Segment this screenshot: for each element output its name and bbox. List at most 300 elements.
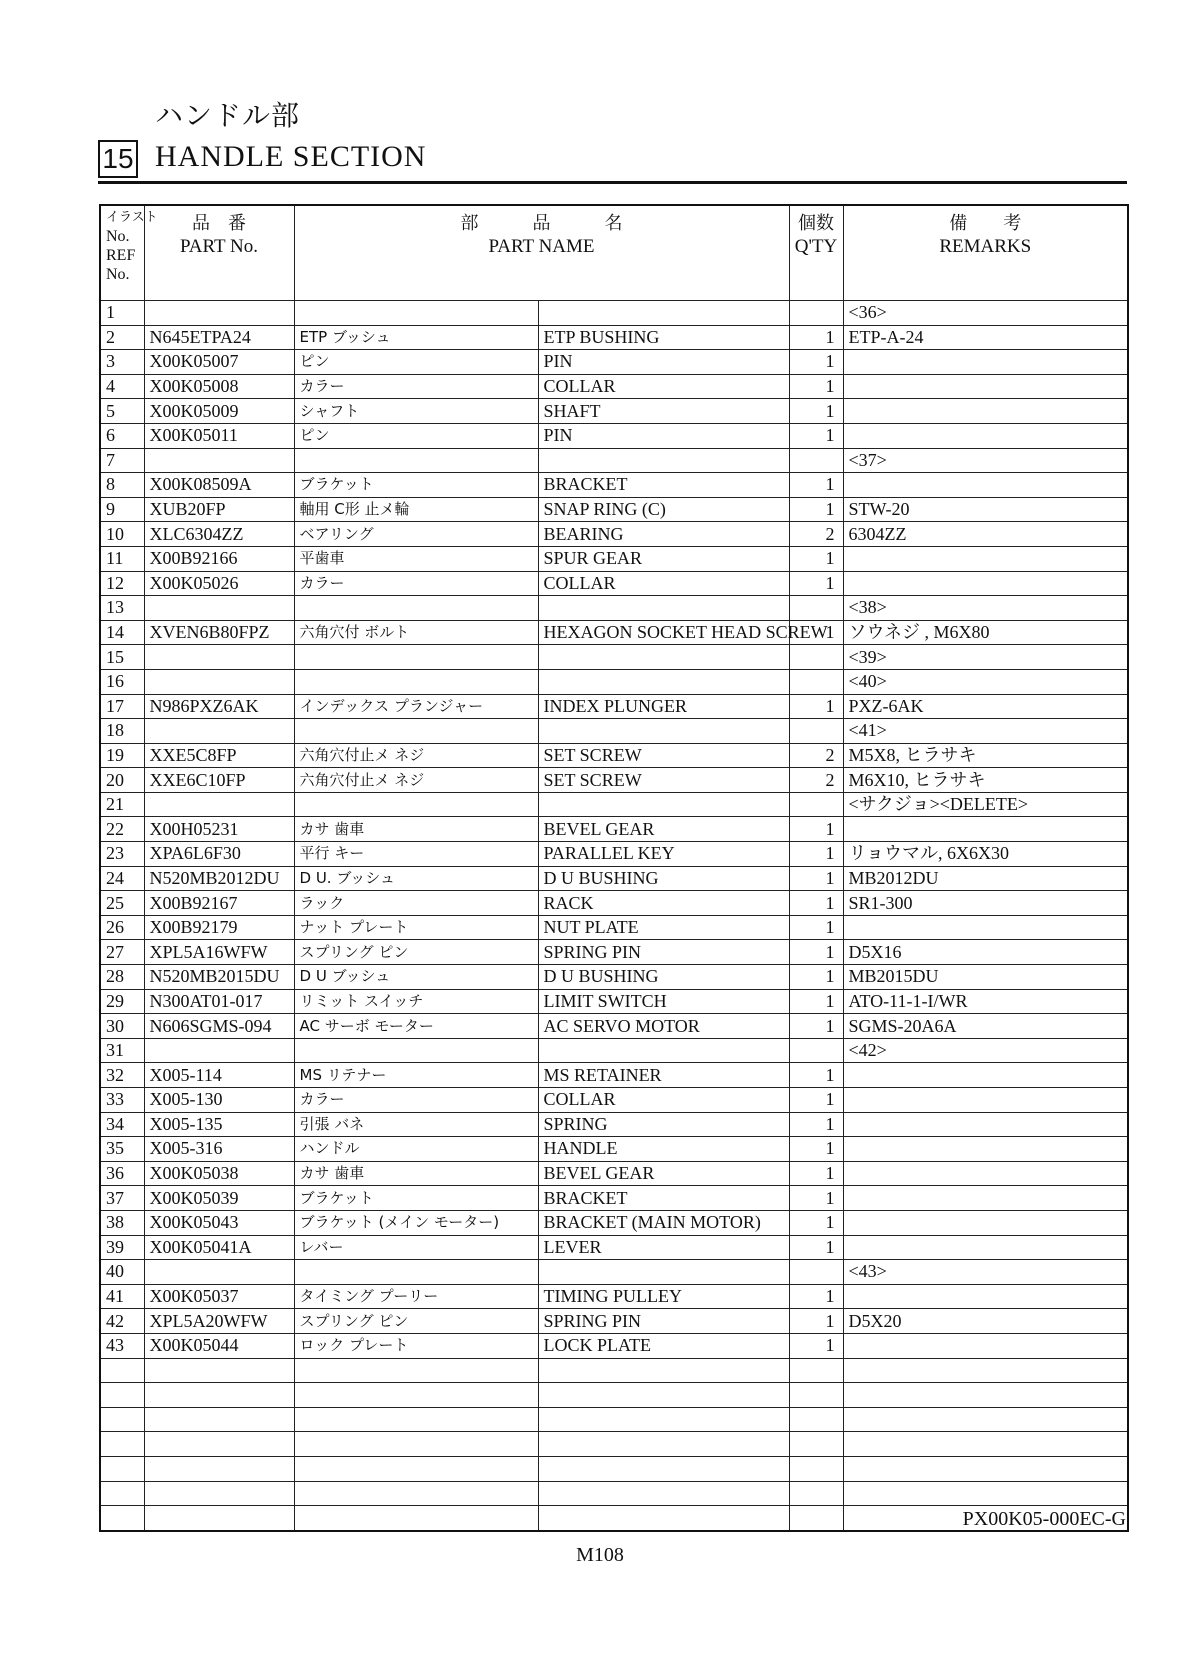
empty-cell: [144, 1432, 294, 1457]
cell-ref: 19: [100, 743, 144, 768]
cell-ref: 41: [100, 1284, 144, 1309]
cell-ref: 36: [100, 1161, 144, 1186]
header-qty: [789, 205, 843, 301]
cell-ref: 3: [100, 350, 144, 375]
cell-remarks: <41>: [843, 719, 1128, 744]
cell-remarks: [843, 1235, 1128, 1260]
cell-remarks: D5X20: [843, 1309, 1128, 1334]
cell-ref: 18: [100, 719, 144, 744]
cell-ref: 7: [100, 448, 144, 473]
cell-qty: 1: [789, 694, 843, 719]
cell-part-no: X00H05231: [144, 817, 294, 842]
table-row: [100, 374, 1128, 399]
empty-cell: [789, 1383, 843, 1408]
cell-qty: [789, 1038, 843, 1063]
cell-name-en: PIN: [538, 350, 789, 375]
table-row: [100, 1063, 1128, 1088]
cell-part-no: N300AT01-017: [144, 989, 294, 1014]
cell-qty: 1: [789, 1309, 843, 1334]
cell-qty: 1: [789, 842, 843, 867]
table-row: [100, 817, 1128, 842]
cell-name-en: BEARING: [538, 522, 789, 547]
cell-remarks: [843, 915, 1128, 940]
empty-cell: [144, 1506, 294, 1531]
cell-name-jp: シャフト: [294, 399, 538, 424]
cell-name-en: [538, 669, 789, 694]
cell-ref: 42: [100, 1309, 144, 1334]
table-row: [100, 940, 1128, 965]
cell-qty: 1: [789, 423, 843, 448]
cell-name-en: BRACKET (MAIN MOTOR): [538, 1210, 789, 1235]
cell-qty: [789, 719, 843, 744]
cell-ref: 21: [100, 792, 144, 817]
cell-name-jp: ブラケット: [294, 473, 538, 498]
cell-remarks: [843, 1284, 1128, 1309]
empty-cell: [144, 1456, 294, 1481]
cell-ref: 28: [100, 965, 144, 990]
cell-name-jp: [294, 1038, 538, 1063]
cell-remarks: SGMS-20A6A: [843, 1014, 1128, 1039]
cell-ref: 20: [100, 768, 144, 793]
cell-remarks: [843, 1088, 1128, 1113]
cell-name-jp: ナット プレート: [294, 915, 538, 940]
empty-cell: [100, 1407, 144, 1432]
cell-ref: 11: [100, 546, 144, 571]
cell-name-en: TIMING PULLEY: [538, 1284, 789, 1309]
cell-part-no: N986PXZ6AK: [144, 694, 294, 719]
cell-remarks: [843, 546, 1128, 571]
header-ref: [100, 205, 158, 301]
section-title-jp: ハンドル部: [155, 100, 301, 131]
table-row: [100, 1112, 1128, 1137]
header-part-no-en: PART No.: [179, 236, 259, 257]
cell-part-no: X005-114: [144, 1063, 294, 1088]
cell-remarks: <39>: [843, 645, 1128, 670]
table-row: [100, 645, 1128, 670]
cell-part-no: N606SGMS-094: [144, 1014, 294, 1039]
cell-name-jp: [294, 301, 538, 326]
cell-ref: 12: [100, 571, 144, 596]
cell-part-no: XXE6C10FP: [144, 768, 294, 793]
cell-remarks: [843, 399, 1128, 424]
header-remarks-jp: 備 考: [949, 213, 1022, 234]
cell-name-jp: AC サーボ モーター: [294, 1014, 538, 1039]
cell-remarks: <38>: [843, 596, 1128, 621]
cell-part-no: X00K05026: [144, 571, 294, 596]
empty-cell: [538, 1506, 789, 1531]
section-number: 15: [102, 143, 134, 174]
table-header-row: [100, 205, 1128, 301]
cell-qty: [789, 448, 843, 473]
cell-name-en: [538, 1260, 789, 1285]
empty-cell: [100, 1358, 144, 1383]
cell-name-jp: 平行 キー: [294, 842, 538, 867]
cell-name-en: SET SCREW: [538, 743, 789, 768]
cell-part-no: N645ETPA24: [144, 325, 294, 350]
table-row: [100, 669, 1128, 694]
empty-cell: [144, 1383, 294, 1408]
cell-part-no: X00K05043: [144, 1210, 294, 1235]
cell-part-no: XLC6304ZZ: [144, 522, 294, 547]
cell-qty: 1: [789, 940, 843, 965]
cell-part-no: N520MB2012DU: [144, 866, 294, 891]
header-part-no: [144, 205, 294, 301]
cell-name-en: D U BUSHING: [538, 965, 789, 990]
table-row: [100, 1235, 1128, 1260]
header-qty-jp: 個数: [798, 213, 834, 234]
table-row: [100, 1038, 1128, 1063]
table-row: [100, 743, 1128, 768]
cell-remarks: [843, 817, 1128, 842]
cell-part-no: X00B92167: [144, 891, 294, 916]
header-part-no-jp: 品 番: [192, 213, 246, 234]
cell-remarks: [843, 374, 1128, 399]
table-row: [100, 399, 1128, 424]
table-row: [100, 891, 1128, 916]
cell-qty: 1: [789, 473, 843, 498]
empty-cell: [843, 1383, 1128, 1408]
empty-cell: [294, 1456, 538, 1481]
cell-ref: 34: [100, 1112, 144, 1137]
header-ref-line3: No.: [106, 266, 130, 283]
cell-ref: 27: [100, 940, 144, 965]
cell-part-no: [144, 301, 294, 326]
cell-name-jp: カラー: [294, 571, 538, 596]
empty-cell: [789, 1358, 843, 1383]
cell-name-en: [538, 792, 789, 817]
cell-qty: 1: [789, 325, 843, 350]
table-row: [100, 571, 1128, 596]
cell-remarks: <42>: [843, 1038, 1128, 1063]
table-row: [100, 423, 1128, 448]
cell-qty: 1: [789, 891, 843, 916]
cell-name-en: INDEX PLUNGER: [538, 694, 789, 719]
cell-remarks: D5X16: [843, 940, 1128, 965]
cell-name-en: BRACKET: [538, 1186, 789, 1211]
cell-name-jp: D U ブッシュ: [294, 965, 538, 990]
cell-part-no: [144, 719, 294, 744]
cell-name-en: COLLAR: [538, 571, 789, 596]
cell-name-jp: カサ 歯車: [294, 817, 538, 842]
cell-part-no: X00K05038: [144, 1161, 294, 1186]
cell-qty: 1: [789, 1137, 843, 1162]
empty-cell: [843, 1407, 1128, 1432]
cell-ref: 31: [100, 1038, 144, 1063]
table-row-empty: [100, 1407, 1128, 1432]
cell-qty: 1: [789, 1112, 843, 1137]
cell-name-jp: ラック: [294, 891, 538, 916]
cell-remarks: [843, 1210, 1128, 1235]
cell-ref: 37: [100, 1186, 144, 1211]
cell-part-no: X00K05009: [144, 399, 294, 424]
cell-ref: 16: [100, 669, 144, 694]
cell-name-en: PIN: [538, 423, 789, 448]
table-row: [100, 792, 1128, 817]
cell-name-en: BRACKET: [538, 473, 789, 498]
parts-table-body: [100, 301, 1128, 1531]
cell-part-no: [144, 596, 294, 621]
cell-qty: 1: [789, 546, 843, 571]
cell-qty: 1: [789, 399, 843, 424]
cell-name-en: [538, 596, 789, 621]
cell-remarks: [843, 423, 1128, 448]
cell-name-en: HEXAGON SOCKET HEAD SCREW: [538, 620, 789, 645]
cell-ref: 10: [100, 522, 144, 547]
cell-qty: 1: [789, 1333, 843, 1358]
table-row: [100, 1333, 1128, 1358]
table-row: [100, 1284, 1128, 1309]
cell-qty: 1: [789, 1063, 843, 1088]
cell-qty: 1: [789, 1161, 843, 1186]
cell-name-en: COLLAR: [538, 374, 789, 399]
cell-name-en: NUT PLATE: [538, 915, 789, 940]
cell-part-no: X00K05008: [144, 374, 294, 399]
cell-name-en: LIMIT SWITCH: [538, 989, 789, 1014]
table-row: [100, 866, 1128, 891]
cell-qty: 1: [789, 965, 843, 990]
table-row: [100, 1186, 1128, 1211]
table-row-empty: [100, 1383, 1128, 1408]
table-row: [100, 1014, 1128, 1039]
cell-name-jp: ベアリング: [294, 522, 538, 547]
table-row: [100, 915, 1128, 940]
cell-qty: 1: [789, 1235, 843, 1260]
cell-qty: [789, 301, 843, 326]
cell-ref: 13: [100, 596, 144, 621]
cell-name-en: [538, 1038, 789, 1063]
cell-ref: 2: [100, 325, 144, 350]
table-row-empty: [100, 1456, 1128, 1481]
cell-name-en: SPRING PIN: [538, 940, 789, 965]
cell-part-no: XVEN6B80FPZ: [144, 620, 294, 645]
empty-cell: [100, 1456, 144, 1481]
cell-ref: 6: [100, 423, 144, 448]
cell-ref: 14: [100, 620, 144, 645]
cell-name-jp: インデックス プランジャー: [294, 694, 538, 719]
cell-name-en: RACK: [538, 891, 789, 916]
cell-qty: 1: [789, 620, 843, 645]
empty-cell: [538, 1481, 789, 1506]
cell-ref: 30: [100, 1014, 144, 1039]
cell-ref: 8: [100, 473, 144, 498]
cell-name-jp: 引張 バネ: [294, 1112, 538, 1137]
cell-part-no: X00B92179: [144, 915, 294, 940]
cell-ref: 23: [100, 842, 144, 867]
table-row: [100, 1309, 1128, 1334]
table-row: [100, 1088, 1128, 1113]
cell-name-en: SNAP RING (C): [538, 497, 789, 522]
page-number: M108: [576, 1544, 624, 1566]
cell-name-en: COLLAR: [538, 1088, 789, 1113]
cell-qty: 1: [789, 1210, 843, 1235]
table-row: [100, 546, 1128, 571]
cell-ref: 32: [100, 1063, 144, 1088]
cell-name-jp: [294, 669, 538, 694]
cell-qty: 1: [789, 915, 843, 940]
cell-name-en: LEVER: [538, 1235, 789, 1260]
cell-name-jp: ピン: [294, 423, 538, 448]
cell-remarks: [843, 1112, 1128, 1137]
table-row: [100, 842, 1128, 867]
header-ref-line2: REF: [106, 247, 136, 264]
cell-qty: 1: [789, 374, 843, 399]
empty-cell: [294, 1481, 538, 1506]
table-row: [100, 1260, 1128, 1285]
cell-part-no: [144, 792, 294, 817]
cell-ref: 33: [100, 1088, 144, 1113]
cell-name-en: D U BUSHING: [538, 866, 789, 891]
cell-remarks: PXZ-6AK: [843, 694, 1128, 719]
table-row: [100, 522, 1128, 547]
cell-ref: 9: [100, 497, 144, 522]
title-rule: [98, 181, 1127, 184]
table-row: [100, 719, 1128, 744]
cell-remarks: リョウマル, 6X6X30: [843, 842, 1128, 867]
cell-qty: [789, 596, 843, 621]
section-title: HANDLE SECTION: [155, 140, 427, 173]
cell-remarks: ATO-11-1-I/WR: [843, 989, 1128, 1014]
empty-cell: [538, 1456, 789, 1481]
cell-remarks: <サクジョ><DELETE>: [843, 792, 1128, 817]
table-row: [100, 596, 1128, 621]
cell-name-jp: MS リテナー: [294, 1063, 538, 1088]
cell-ref: 22: [100, 817, 144, 842]
cell-ref: 5: [100, 399, 144, 424]
cell-name-jp: カラー: [294, 374, 538, 399]
parts-table: [99, 204, 1129, 1532]
cell-remarks: M6X10, ヒラサキ: [843, 768, 1128, 793]
header-remarks-en: REMARKS: [939, 236, 1032, 257]
cell-name-jp: ハンドル: [294, 1137, 538, 1162]
empty-cell: [144, 1481, 294, 1506]
cell-ref: 29: [100, 989, 144, 1014]
cell-qty: 1: [789, 817, 843, 842]
cell-qty: [789, 792, 843, 817]
cell-remarks: SR1-300: [843, 891, 1128, 916]
cell-name-jp: 軸用 C形 止メ輪: [294, 497, 538, 522]
cell-remarks: MB2015DU: [843, 965, 1128, 990]
cell-qty: [789, 669, 843, 694]
cell-part-no: X00K05037: [144, 1284, 294, 1309]
cell-name-jp: ピン: [294, 350, 538, 375]
cell-part-no: X005-316: [144, 1137, 294, 1162]
cell-ref: 39: [100, 1235, 144, 1260]
cell-part-no: XPA6L6F30: [144, 842, 294, 867]
cell-name-en: ETP BUSHING: [538, 325, 789, 350]
cell-name-jp: カサ 歯車: [294, 1161, 538, 1186]
empty-cell: [789, 1407, 843, 1432]
empty-cell: [100, 1432, 144, 1457]
table-row: [100, 965, 1128, 990]
section-number-box: [98, 140, 138, 178]
empty-cell: [294, 1358, 538, 1383]
cell-part-no: X00K05007: [144, 350, 294, 375]
cell-remarks: [843, 1063, 1128, 1088]
header-part-name: [294, 205, 789, 301]
cell-name-jp: 平歯車: [294, 546, 538, 571]
cell-part-no: X005-130: [144, 1088, 294, 1113]
cell-name-jp: タイミング プーリー: [294, 1284, 538, 1309]
cell-part-no: X00K05041A: [144, 1235, 294, 1260]
table-row: [100, 620, 1128, 645]
cell-part-no: [144, 669, 294, 694]
empty-cell: [294, 1506, 538, 1531]
cell-ref: 40: [100, 1260, 144, 1285]
header-qty-en: Q'TY: [794, 236, 838, 257]
cell-name-jp: カラー: [294, 1088, 538, 1113]
cell-remarks: <43>: [843, 1260, 1128, 1285]
header-part-name-jp: 部 品 名: [460, 213, 623, 234]
cell-name-jp: 六角穴付止メ ネジ: [294, 768, 538, 793]
table-row: [100, 1137, 1128, 1162]
empty-cell: [100, 1383, 144, 1408]
cell-qty: 2: [789, 768, 843, 793]
table-row: [100, 497, 1128, 522]
cell-name-en: LOCK PLATE: [538, 1333, 789, 1358]
cell-name-jp: スプリング ピン: [294, 940, 538, 965]
cell-name-en: [538, 719, 789, 744]
cell-name-en: SPRING: [538, 1112, 789, 1137]
cell-qty: 1: [789, 1284, 843, 1309]
cell-qty: [789, 1260, 843, 1285]
empty-cell: [294, 1407, 538, 1432]
table-row-empty: [100, 1358, 1128, 1383]
cell-name-jp: [294, 792, 538, 817]
empty-cell: [538, 1407, 789, 1432]
cell-name-jp: D U. ブッシュ: [294, 866, 538, 891]
cell-name-en: [538, 448, 789, 473]
cell-ref: 15: [100, 645, 144, 670]
header-ref-line1: No.: [106, 228, 130, 245]
cell-remarks: MB2012DU: [843, 866, 1128, 891]
table-row: [100, 350, 1128, 375]
empty-cell: [144, 1358, 294, 1383]
cell-remarks: [843, 473, 1128, 498]
empty-cell: [843, 1358, 1128, 1383]
cell-name-jp: レバー: [294, 1235, 538, 1260]
header-ref-jp: イラスト: [106, 210, 158, 225]
cell-name-en: AC SERVO MOTOR: [538, 1014, 789, 1039]
cell-name-jp: ブラケット: [294, 1186, 538, 1211]
cell-name-jp: [294, 719, 538, 744]
cell-part-no: N520MB2015DU: [144, 965, 294, 990]
cell-qty: 1: [789, 571, 843, 596]
cell-qty: 1: [789, 1186, 843, 1211]
cell-name-jp: 六角穴付止メ ネジ: [294, 743, 538, 768]
cell-part-no: XXE5C8FP: [144, 743, 294, 768]
empty-cell: [294, 1432, 538, 1457]
document-code: PX00K05-000EC-G: [962, 1508, 1126, 1530]
cell-remarks: [843, 571, 1128, 596]
empty-cell: [100, 1506, 144, 1531]
empty-cell: [538, 1432, 789, 1457]
empty-cell: [789, 1456, 843, 1481]
cell-name-jp: 六角穴付 ボルト: [294, 620, 538, 645]
cell-qty: 1: [789, 1088, 843, 1113]
cell-qty: 1: [789, 1014, 843, 1039]
cell-part-no: X00K05011: [144, 423, 294, 448]
empty-cell: [789, 1432, 843, 1457]
table-row-empty: [100, 1432, 1128, 1457]
cell-name-en: SPRING PIN: [538, 1309, 789, 1334]
cell-name-en: MS RETAINER: [538, 1063, 789, 1088]
cell-remarks: [843, 1186, 1128, 1211]
table-row: [100, 473, 1128, 498]
cell-ref: 25: [100, 891, 144, 916]
table-row: [100, 694, 1128, 719]
cell-name-en: HANDLE: [538, 1137, 789, 1162]
empty-cell: [100, 1481, 144, 1506]
